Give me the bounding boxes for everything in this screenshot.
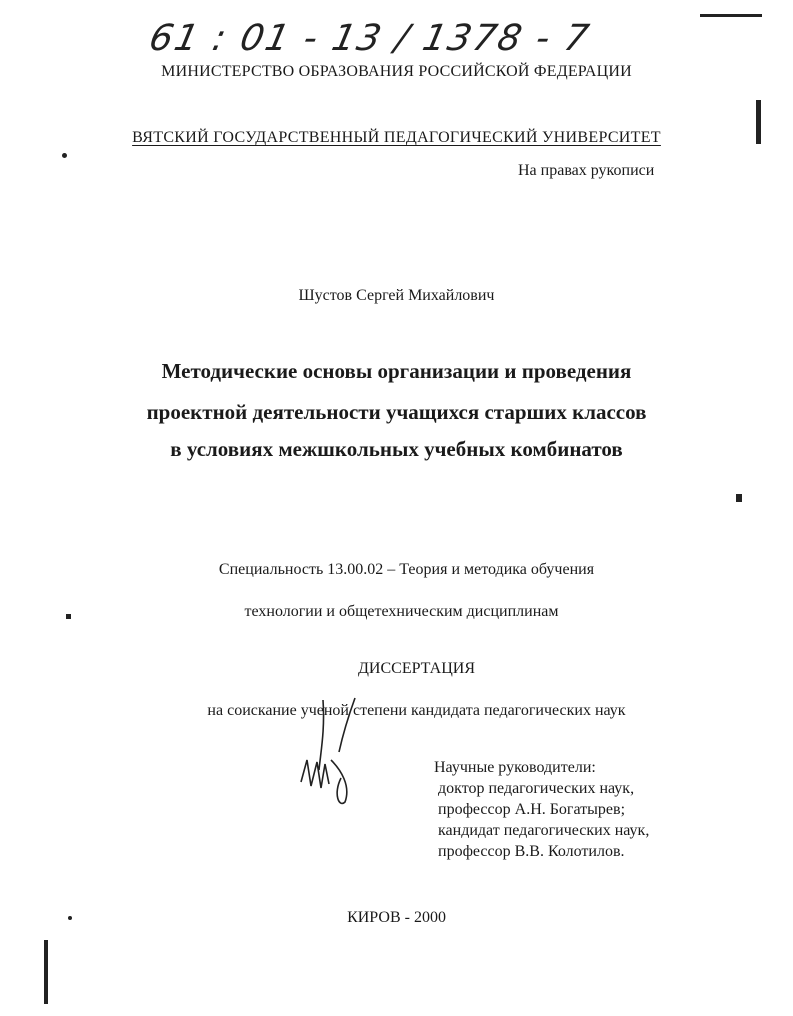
- top-edge-mark: [700, 14, 762, 17]
- manuscript-rights-note: На правах рукописи: [518, 162, 655, 179]
- right-margin-mark: [736, 494, 742, 502]
- document-type: ДИССЕРТАЦИЯ: [358, 660, 475, 677]
- signature-image: [295, 690, 375, 810]
- left-edge-scan-mark: [44, 940, 48, 1004]
- degree-statement: на соискание ученой степени кандидата педагогических наук: [207, 702, 626, 719]
- supervisor-2-degree: кандидат педагогических наук,: [438, 822, 650, 839]
- supervisor-2-name: профессор В.В. Колотилов.: [438, 843, 625, 860]
- university-name: ВЯТСКИЙ ГОСУДАРСТВЕННЫЙ ПЕДАГОГИЧЕСКИЙ УНИВЕРСИТЕТ: [132, 129, 661, 146]
- handwritten-catalog-number: 61 : 01 - 13 / 1378 - 7: [145, 18, 595, 59]
- left-margin-mark: [66, 614, 71, 619]
- left-dot-mark: [62, 153, 67, 158]
- supervisors-heading: Научные руководители:: [434, 759, 596, 776]
- supervisor-1-name: профессор А.Н. Богатырев;: [438, 801, 626, 818]
- specialty-line-1: Специальность 13.00.02 – Теория и методика обучения: [218, 561, 595, 578]
- author-name: Шустов Сергей Михайлович: [298, 287, 495, 304]
- dissertation-title-line-1: Методические основы организации и проведения: [161, 359, 632, 383]
- right-edge-mark: [756, 100, 761, 144]
- scientific-supervisors: [434, 757, 649, 862]
- ministry-name: МИНИСТЕРСТВО ОБРАЗОВАНИЯ РОССИЙСКОЙ ФЕДЕРАЦИИ: [161, 63, 632, 80]
- dissertation-title-line-3: в условиях межшкольных учебных комбинатов: [170, 437, 623, 461]
- dissertation-title-line-2: проектной деятельности учащихся старших классов: [146, 400, 647, 424]
- specialty-line-2: технологии и общетехническим дисциплинам: [244, 603, 559, 620]
- supervisor-1-degree: доктор педагогических наук,: [438, 780, 635, 797]
- city-and-year: КИРОВ - 2000: [347, 909, 446, 926]
- left-margin-dot: [68, 916, 72, 920]
